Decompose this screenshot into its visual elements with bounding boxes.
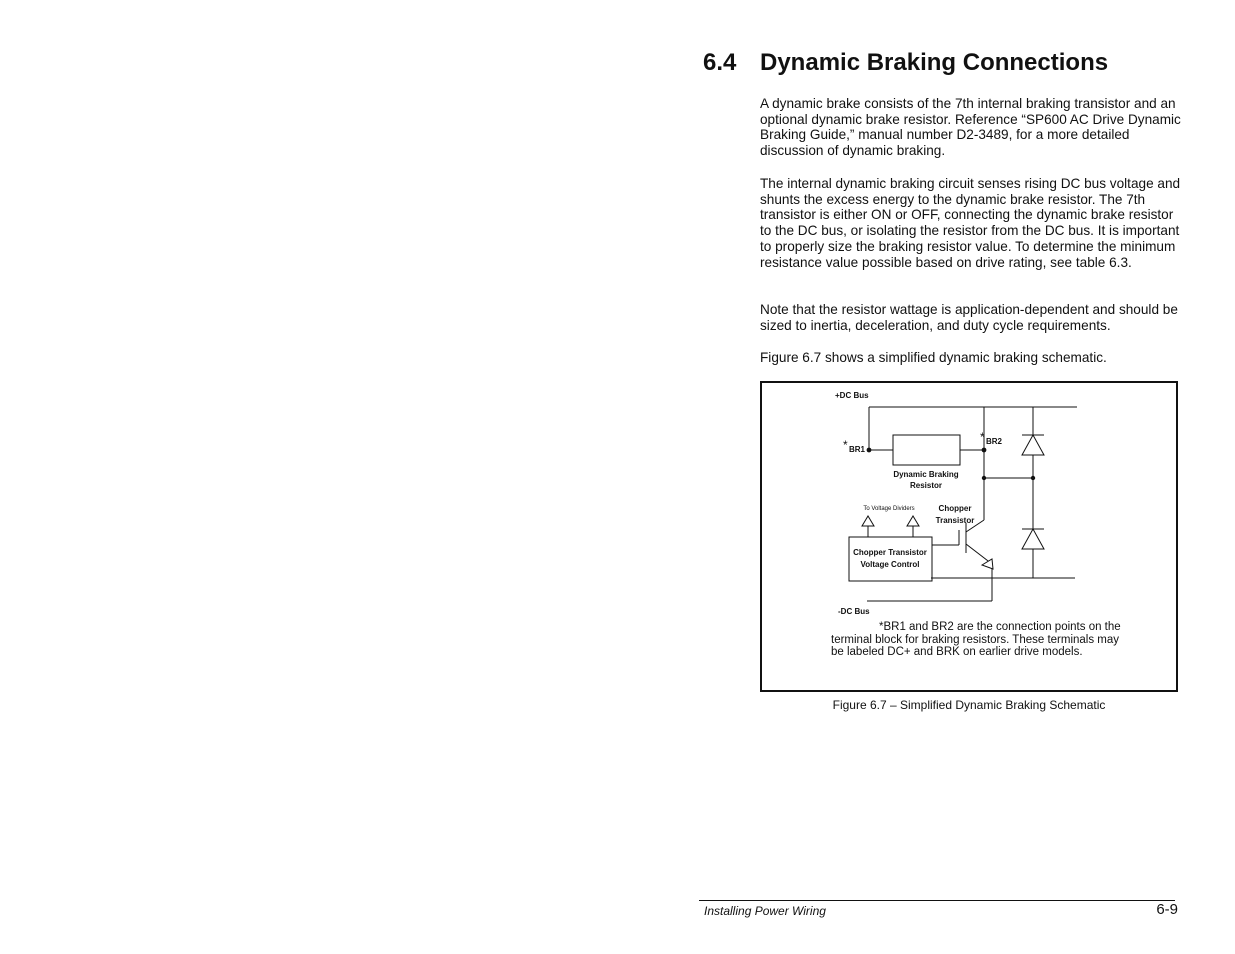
paragraph-intro: A dynamic brake consists of the 7th internal braking transistor and an optional dynamic brake resistor. Reference “SP600 AC Drive Dynamic Braking Guide,” manual number D2-3489, for a more detailed discussion of dynamic braking. <box>760 96 1181 159</box>
voltage-divider-arrow-2 <box>907 516 919 526</box>
voltage-divider-arrow-1 <box>862 516 874 526</box>
chopper-label-line2: Transistor <box>935 516 975 525</box>
control-label-line1: Chopper Transistor <box>853 548 927 557</box>
footer-chapter-title: Installing Power Wiring <box>704 904 826 918</box>
resistor-label-line2: Resistor <box>909 481 943 490</box>
dc-plus-label: +DC Bus <box>835 391 869 400</box>
dynamic-braking-resistor <box>893 435 960 465</box>
br2-label: BR2 <box>986 437 1003 446</box>
br1-asterisk: * <box>843 438 848 452</box>
lower-diode <box>1022 529 1044 549</box>
figure-note: *BR1 and BR2 are the connection points on the terminal block for braking resistors. These terminals may be labeled DC+ and BRK on earlier drive models. <box>831 621 1121 658</box>
upper-diode <box>1022 435 1044 455</box>
control-label-line2: Voltage Control <box>860 560 920 569</box>
paragraph-circuit: The internal dynamic braking circuit senses rising DC bus voltage and shunts the excess energy to the dynamic brake resistor. The 7th transistor is either ON or OFF, connecting the dynamic brake resistor to the DC bus, or isolating the resistor from the DC bus. It is important to properly size the braking resistor value. To determine the minimum resistance value possible based on drive rating, see table 6.3. <box>760 176 1181 270</box>
paragraph-figure-ref: Figure 6.7 shows a simplified dynamic braking schematic. <box>760 350 1107 365</box>
br1-terminal-dot <box>867 448 872 453</box>
dc-minus-label: -DC Bus <box>838 607 870 616</box>
br2-asterisk: * <box>980 430 985 444</box>
chopper-voltage-control-box <box>849 537 932 581</box>
page-number: 6-9 <box>1156 901 1178 918</box>
footer-rule <box>699 900 1175 901</box>
section-title: Dynamic Braking Connections <box>760 49 1109 76</box>
br2-terminal-dot <box>982 448 987 453</box>
section-heading <box>703 47 1108 79</box>
section-number: 6.4 <box>703 49 737 76</box>
br1-label: BR1 <box>849 445 866 454</box>
figure-caption: Figure 6.7 – Simplified Dynamic Braking Schematic <box>832 698 1106 712</box>
schematic-figure <box>760 381 1178 692</box>
voltage-dividers-label: To Voltage Dividers <box>863 506 915 512</box>
paragraph-wattage: Note that the resistor wattage is application-dependent and should be sized to inertia, deceleration, and duty cycle requirements. <box>760 302 1178 333</box>
resistor-label-line1: Dynamic Braking <box>893 470 959 479</box>
chopper-label-line1: Chopper <box>938 504 972 513</box>
